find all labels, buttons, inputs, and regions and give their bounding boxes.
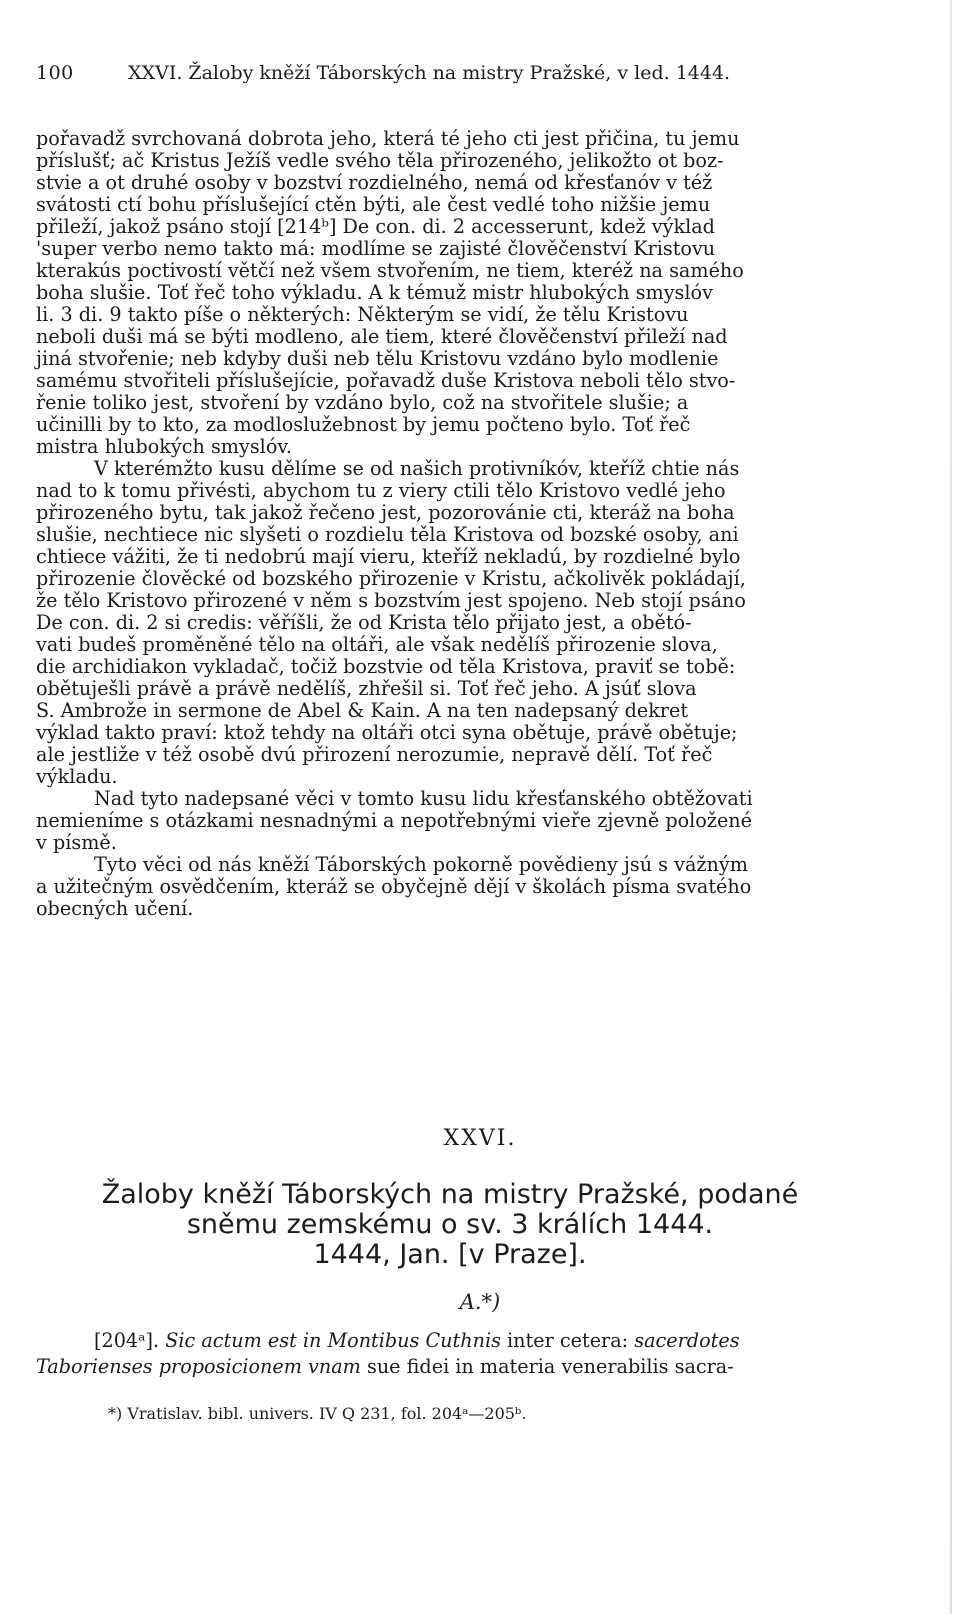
section-number: XXVI. xyxy=(443,1126,517,1151)
paragraph-4 xyxy=(36,854,864,920)
page-number: 100 xyxy=(36,62,74,84)
text-line: stvie a ot druhé osoby v bozství rozdielného, nemá od křesťanóv v též xyxy=(36,171,713,194)
section-title-line: Žaloby kněží Táborských na mistry Pražské, podané xyxy=(101,1179,799,1210)
text-line: pořavadž svrchovaná dobrota jeho, která té jeho cti jest přičina, tu jemu xyxy=(36,127,740,150)
latin-phrase: Sic actum est in Montibus Cuthnis xyxy=(165,1329,501,1352)
text-line: die archidiakon vykladač, točiž bozstvie od těla Kristova, praviť se tobě: xyxy=(36,655,736,678)
text-line: že tělo Kristovo přirozené v něm s bozstvím jest spojeno. Neb stojí psáno xyxy=(36,589,746,612)
latin-text: sue fidei in materia venerabilis sacra- xyxy=(366,1355,734,1378)
text-line: boha slušie. Toť řeč toho výkladu. A k témuž mistr hlubokých smyslóv xyxy=(36,281,713,304)
text-line: přileží, jakož psáno stojí [214ᵇ] De con. di. 2 accesserunt, kdež výklad xyxy=(36,215,715,238)
text-line: mistra hlubokých smyslóv. xyxy=(36,435,293,458)
text-line: příslušť; ač Kristus Ježíš vedle svého těla přirozeného, jelikožto ot boz- xyxy=(36,149,724,172)
text-line: ale jestliže v též osobě dvú přirození nerozumie, nepravě dělí. Toť řeč xyxy=(36,743,713,766)
text-line: přirozenie člověcké od bozského přirozenie v Kristu, ačkolivěk pokládají, xyxy=(36,567,746,590)
text-line: učinilli by to kto, za modloslužebnost by jemu počteno bylo. Toť řeč xyxy=(36,413,691,436)
paragraph-1 xyxy=(36,128,864,458)
text-line: V kterémžto kusu dělíme se od našich protivníkóv, kteříž chtie nás xyxy=(94,457,740,480)
folio-reference: [204ᵃ]. xyxy=(94,1329,160,1352)
text-line: v písmě. xyxy=(36,831,117,854)
text-line: výklad takto praví: ktož tehdy na oltáři otci syna obětuje, právě obětuje; xyxy=(36,721,738,744)
latin-phrase: sacerdotes xyxy=(634,1329,740,1352)
text-line: vati budeš proměněné tělo na oltáři, ale však nedělíš přirozenie slova, xyxy=(36,633,718,656)
footnote: *) Vratislav. bibl. univers. IV Q 231, fol. 204ᵃ—205ᵇ. xyxy=(108,1404,527,1423)
text-line: chtiece vážiti, že ti nedobrú mají vieru, kteříž nekladú, by rozdielné bylo xyxy=(36,545,741,568)
subsection-label: A.*) xyxy=(459,1290,501,1314)
text-line: výkladu. xyxy=(36,765,118,788)
text-line: obecných učení. xyxy=(36,897,194,920)
paragraph-2 xyxy=(36,458,864,788)
text-line: obětuješli právě a právě nedělíš, zhřešil si. Toť řeč jeho. A jsúť slova xyxy=(36,677,697,700)
running-title: XXVI. Žaloby kněží Táborských na mistry Pražské, v led. 1444. xyxy=(128,62,731,84)
text-line: neboli duši má se býti modleno, ale tiem, které člověčenství přileží nad xyxy=(36,325,728,348)
text-line: a užitečným osvědčením, kteráž se obyčejně dějí v školách písma svatého xyxy=(36,875,752,898)
text-line: kterakús poctivostí větčí než všem stvořením, ne tiem, kteréž na samého xyxy=(36,259,744,282)
text-line: S. Ambrože in sermone de Abel & Kain. A na ten nadepsaný dekret xyxy=(36,699,689,722)
section-title-line: sněmu zemskému o sv. 3 králích 1444. xyxy=(186,1209,714,1240)
text-line: nemieníme s otázkami nesnadnými a nepotřebnými vieře zjevně položené xyxy=(36,809,753,832)
text-line: jiná stvořenie; neb kdyby duši neb tělu Kristovu vzdáno bylo modlenie xyxy=(36,347,719,370)
text-line: 'super verbo nemo takto má: modlíme se zajisté člověčenství Kristovu xyxy=(36,237,716,260)
text-line: svátosti ctí bohu příslušející ctěn býti, ale čest vedlé toho nižšie jemu xyxy=(36,193,711,216)
text-line: Nad tyto nadepsané věci v tomto kusu lidu křesťanského obtěžovati xyxy=(94,787,753,810)
page-edge xyxy=(950,0,952,1614)
text-line: samému stvořiteli příslušejície, pořavadž duše Kristova neboli tělo stvo- xyxy=(36,369,736,392)
document-line xyxy=(36,1330,864,1352)
page-header xyxy=(36,62,836,92)
document-line xyxy=(36,1356,864,1378)
text-line: li. 3 di. 9 takto píše o některých: Některým se vidí, že tělu Kristovu xyxy=(36,303,689,326)
latin-text: inter cetera: xyxy=(507,1329,629,1352)
paragraph-3 xyxy=(36,788,864,854)
latin-phrase: Taborienses proposicionem vnam xyxy=(36,1355,361,1378)
text-line: nad to k tomu přivésti, abychom tu z viery ctili tělo Kristovo vedlé jeho xyxy=(36,479,726,502)
text-line: přirozeného bytu, tak jakož řečeno jest, pozorovánie cti, kteráž na boha xyxy=(36,501,735,524)
text-line: řenie toliko jest, stvoření by vzdáno bylo, což na stvořitele slušie; a xyxy=(36,391,689,414)
main-text xyxy=(36,128,864,920)
text-line: slušie, nechtiece nic slyšeti o rozdielu těla Kristova od bozské osoby, ani xyxy=(36,523,739,546)
section-date-line: 1444, Jan. [v Praze]. xyxy=(313,1239,587,1270)
text-line: De con. di. 2 si credis: věříšli, že od Krista tělo přijato jest, a obětó- xyxy=(36,611,692,634)
text-line: Tyto věci od nás kněží Táborských pokorně povědieny jsú s vážným xyxy=(94,853,748,876)
